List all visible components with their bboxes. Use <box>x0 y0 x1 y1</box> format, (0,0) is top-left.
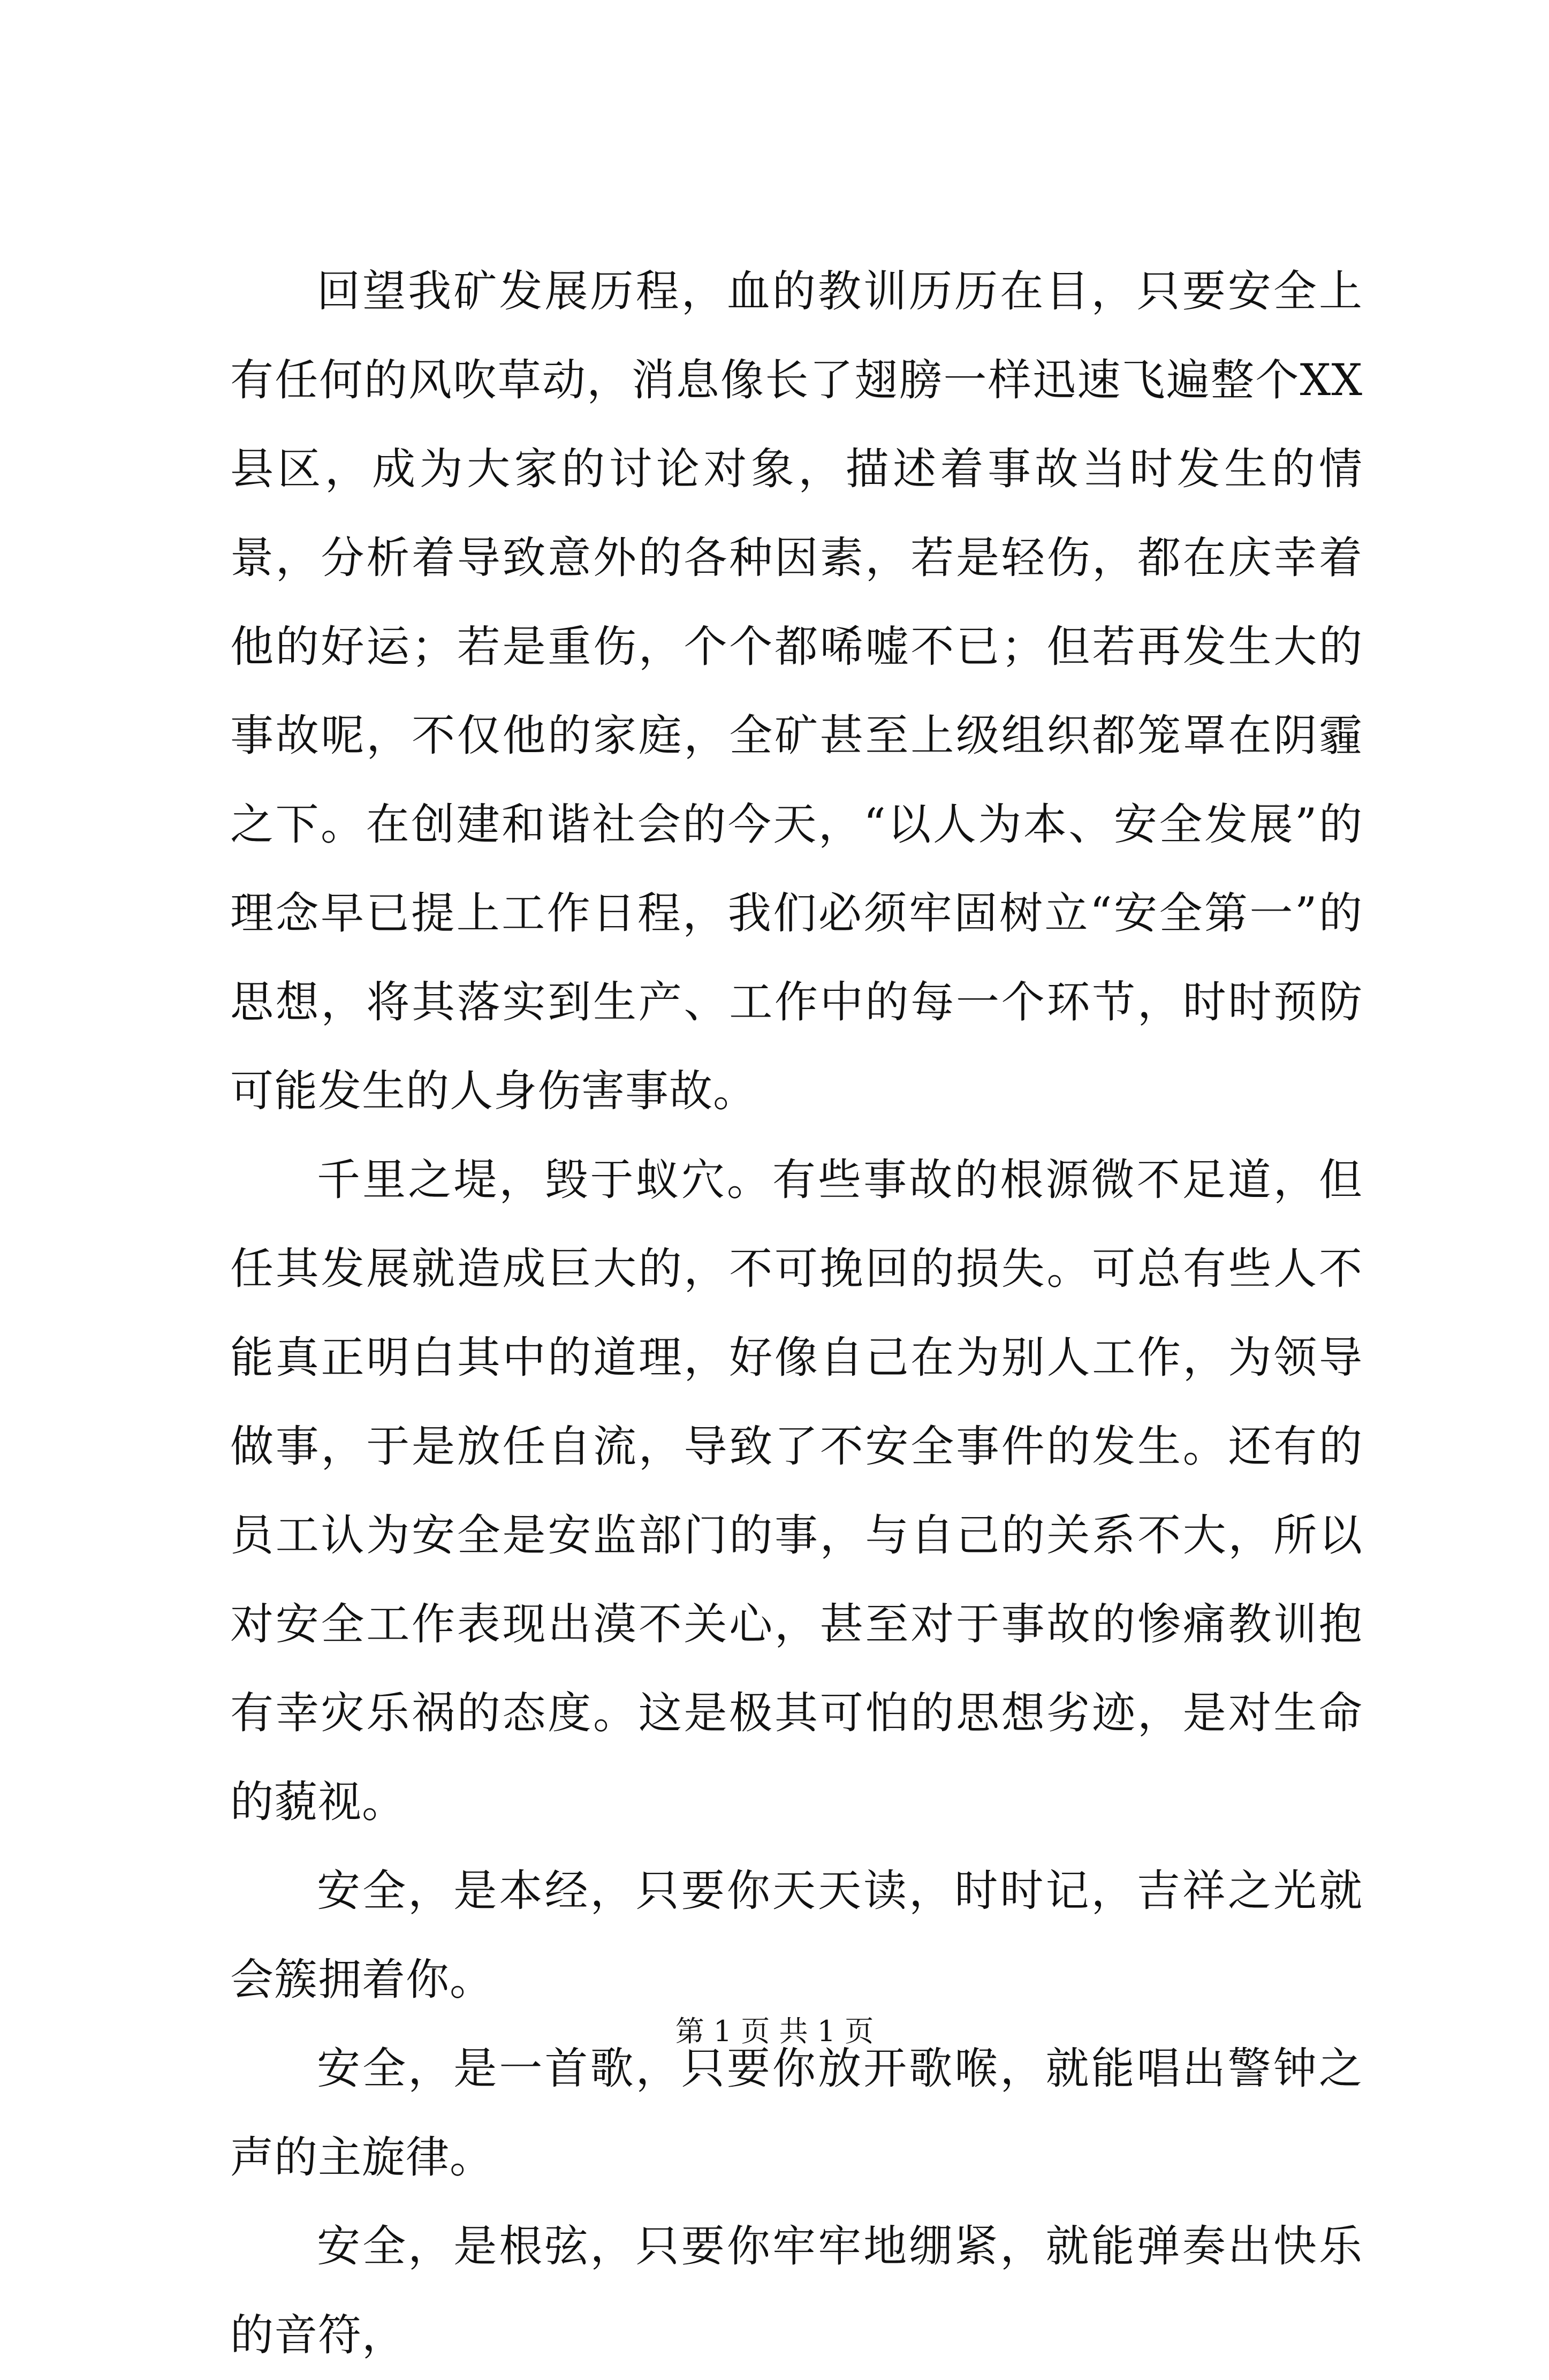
page-footer <box>0 2013 1549 2050</box>
page-number-label: 第 1 页 共 1 页 <box>675 2014 874 2048</box>
paragraph-5: 安全，是根弦，只要你牢牢地绷紧，就能弹奏出快乐的音符， <box>230 2222 1363 2361</box>
paragraph-3: 安全，是本经，只要你天天读，时时记，吉祥之光就会簇拥着你。 <box>230 1866 1363 2005</box>
document-body <box>230 247 1363 2380</box>
paragraph-4: 安全，是一首歌，只要你放开歌喉，就能唱出警钟之声的主旋律。 <box>230 2044 1363 2183</box>
paragraph-2: 千里之堤，毁于蚁穴。有些事故的根源微不足道，但任其发展就造成巨大的，不可挽回的损失。可总有些人不能真正明白其中的道理，好像自己在为别人工作，为领导做事，于是放任自流，导致了不安全事件的发生。还有的员工认为安全是安监部门的事，与自己的关系不大，所以对安全工作表现出漠不关心，甚至对于事故的惨痛教训抱有幸灾乐祸的态度。这是极其可怕的思想劣迹，是对生命的藐视。 <box>230 1155 1363 1828</box>
paragraph-1: 回望我矿发展历程，血的教训历历在目，只要安全上有任何的风吹草动，消息像长了翅膀一样迅速飞遍整个XX县区，成为大家的讨论对象，描述着事故当时发生的情景，分析着导致意外的各种因素，若是轻伤，都在庆幸着他的好运；若是重伤，个个都唏嘘不已；但若再发生大的事故呢，不仅他的家庭，全矿甚至上级组织都笼罩在阴霾之下。在创建和谐社会的今天，“以人为本、安全发展”的理念早已提上工作日程，我们必须牢固树立“安全第一”的思想，将其落实到生产、工作中的每一个环节，时时预防可能发生的人身伤害事故。 <box>230 267 1363 1117</box>
